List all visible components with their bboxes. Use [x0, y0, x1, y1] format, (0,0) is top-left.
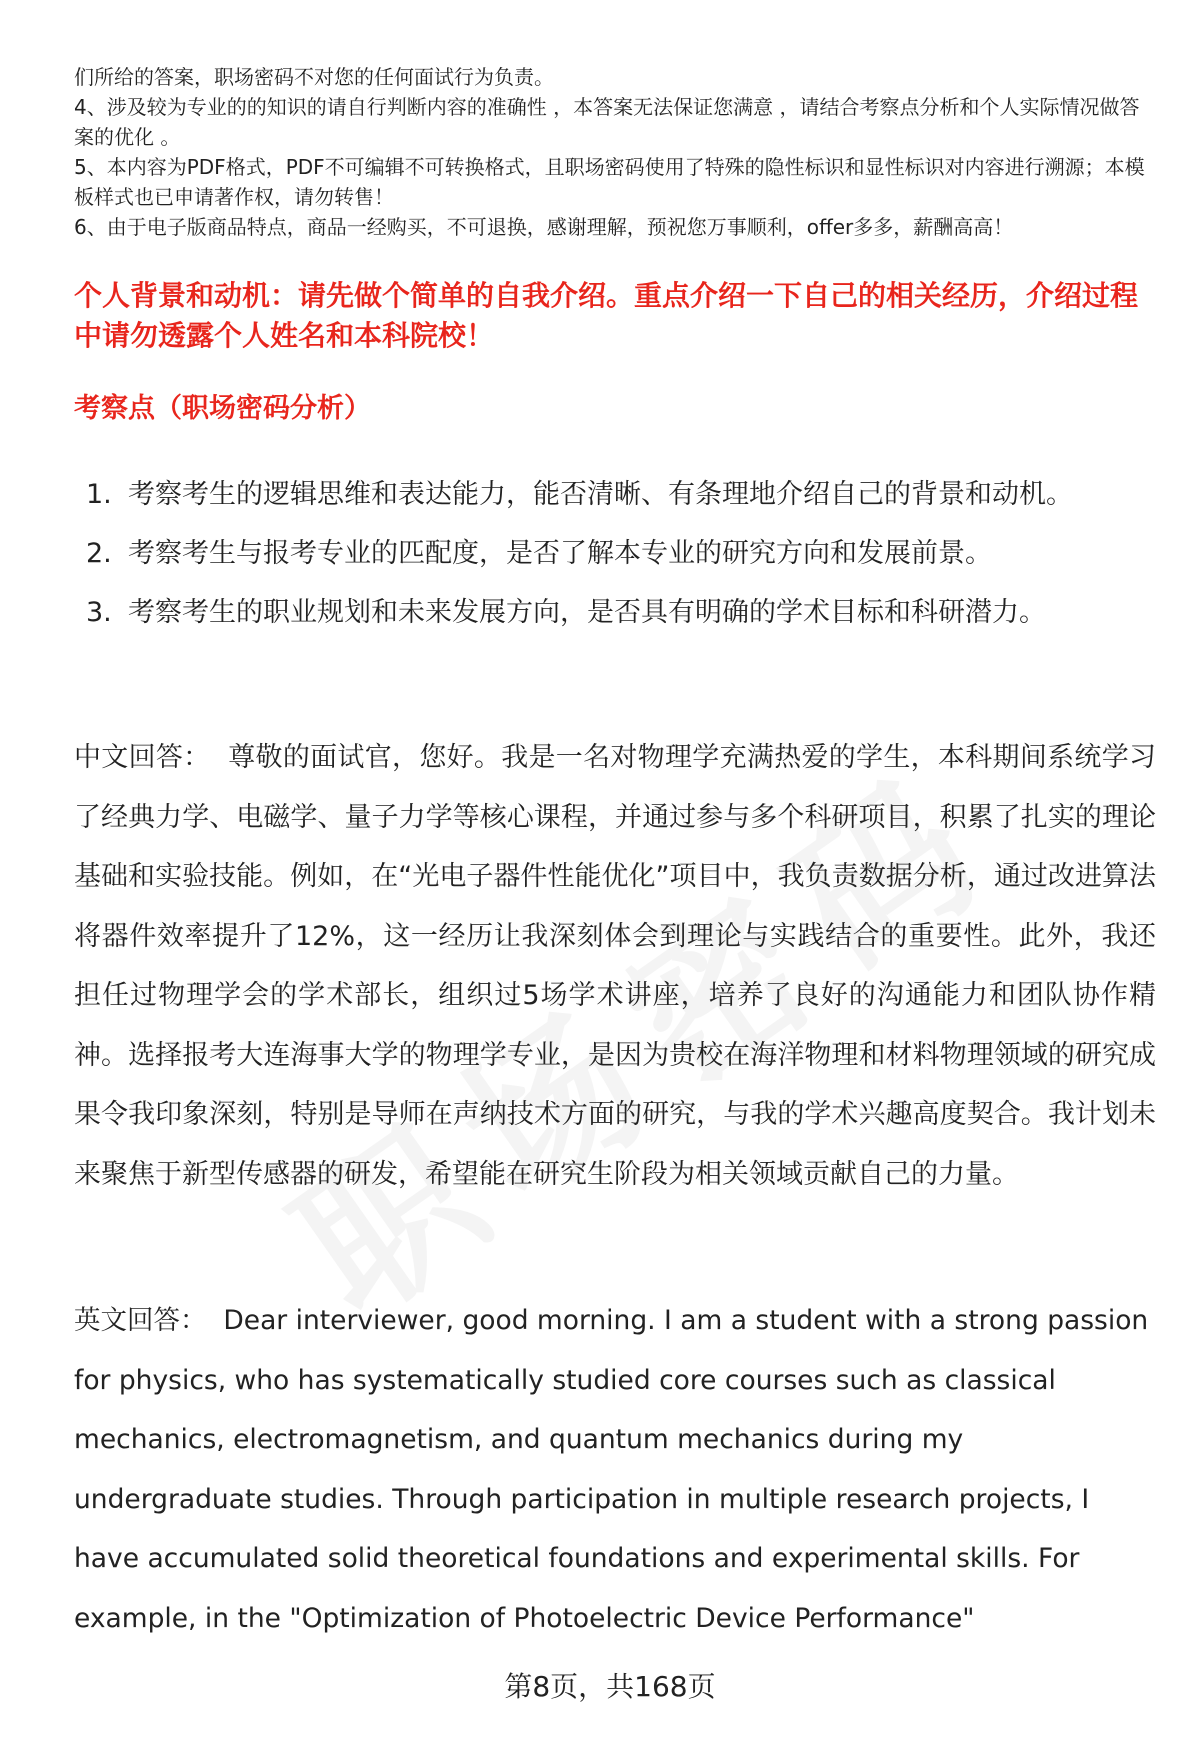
- point-text: 考察考生的职业规划和未来发展方向，是否具有明确的学术目标和科研潜力。: [128, 597, 1046, 628]
- analysis-title: 考察点（职场密码分析）: [74, 393, 371, 424]
- page-number: 第8页，共168页: [504, 1670, 716, 1703]
- analysis-point: [74, 583, 1154, 642]
- page-footer: [0, 1667, 1200, 1707]
- notice-notes: [74, 62, 1154, 242]
- notice-line: 4、涉及较为专业的的知识的请自行判断内容的准确性 ，本答案无法保证您满意 ，请结合考察点分析和个人实际情况做答案的优化 。: [74, 95, 1140, 149]
- analysis-points: [74, 465, 1154, 642]
- point-number: 3.: [86, 597, 112, 628]
- chinese-answer-label: 中文回答：: [74, 742, 211, 773]
- notice-line: 们所给的答案，职场密码不对您的任何面试行为负责。: [74, 65, 554, 89]
- chinese-answer-text: 尊敬的面试官，您好。我是一名对物理学充满热爱的学生，本科期间系统学习了经典力学、电磁学、量子力学等核心课程，并通过参与多个科研项目，积累了扎实的理论基础和实验技能。例如，在“光电子器件性能优化”项目中，我负责数据分析，通过改进算法将器件效率提升了12%，这一经历让我深刻体会到理论与实践结合的重要性。此外，我还担任过物理学会的学术部长，组织过5场学术讲座，培养了良好的沟通能力和团队协作精神。选择报考大连海事大学的物理学专业，是因为贵校在海洋物理和材料物理领域的研究成果令我印象深刻，特别是导师在声纳技术方面的研究，与我的学术兴趣高度契合。我计划未来聚焦于新型传感器的研发，希望能在研究生阶段为相关领域贡献自己的力量。: [74, 742, 1157, 1190]
- notice-line: 6、由于电子版商品特点，商品一经购买，不可退换，感谢理解，预祝您万事顺利，offer多多，薪酬高高！: [74, 215, 1014, 239]
- point-text: 考察考生与报考专业的匹配度，是否了解本专业的研究方向和发展前景。: [128, 538, 992, 569]
- chinese-answer: [74, 728, 1156, 1204]
- point-number: 1.: [86, 479, 112, 510]
- english-answer-label: 英文回答：: [74, 1305, 207, 1336]
- interview-question: 个人背景和动机：请先做个简单的自我介绍。重点介绍一下自己的相关经历，介绍过程中请勿透露个人姓名和本科院校！: [74, 279, 1139, 352]
- english-answer-text: Dear interviewer, good morning. I am a student with a strong passion for physics, who has systematically studied core courses such as classical mechanics, electromagnetism, and quantum mechanics during my undergraduate studies. Through participation in multiple research projects, I have accumulated solid theoretical foundations and experimental skills. For example, in the "Optimization of Photoelectric Device Performance": [74, 1305, 1149, 1634]
- analysis-point: [74, 524, 1154, 583]
- point-number: 2.: [86, 538, 112, 569]
- analysis-point: [74, 465, 1154, 524]
- english-answer: [74, 1291, 1156, 1648]
- point-text: 考察考生的逻辑思维和表达能力，能否清晰、有条理地介绍自己的背景和动机。: [128, 479, 1073, 510]
- notice-line: 5、本内容为PDF格式，PDF不可编辑不可转换格式，且职场密码使用了特殊的隐性标识和显性标识对内容进行溯源；本模板样式也已申请著作权，请勿转售！: [74, 155, 1145, 209]
